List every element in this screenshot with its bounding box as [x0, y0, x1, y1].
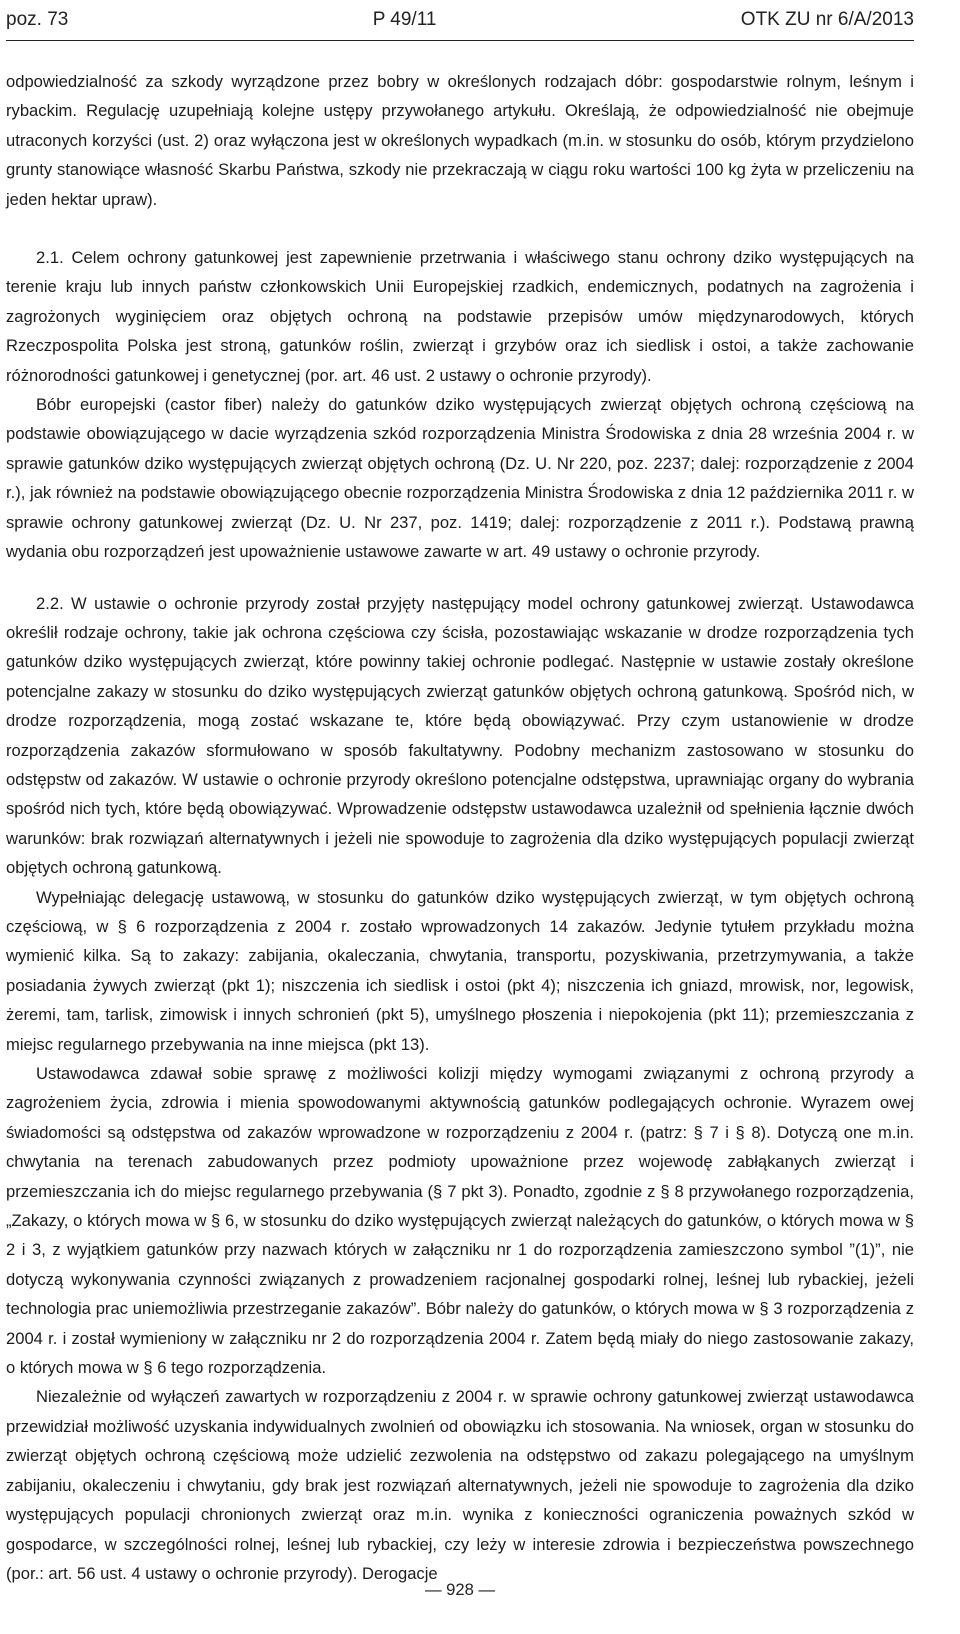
paragraph: Wypełniając delegację ustawową, w stosunku do gatunków dziko występujących zwierząt, w tym objętych ochroną częściową, w § 6 rozporządzenia z 2004 r. zostało wprowadzonych 14 zakazów. Jedynie tytułem przykładu można wymienić kilka. Są to zakazy: zabijania, okaleczania, chwytania, transportu, pozyskiwania, przetrzymywania, a także posiadania żywych zwierząt (pkt 1); niszczenia ich siedlisk i ostoi (pkt 4); niszczenia ich gniazd, mrowisk, nor, legowisk, żeremi, tam, tarlisk, zimowisk i innych schronień (pkt 5), umyślnego płoszenia i niepokojenia (pkt 11); przemieszczania z miejsc regularnego przebywania na inne miejsca (pkt 13).	[6, 887, 914, 1054]
paragraph: Niezależnie od wyłączeń zawartych w rozporządzeniu z 2004 r. w sprawie ochrony gatunkowej zwierząt ustawodawca przewidział możliwość uzyskania indywidualnych zwolnień od obowiązku ich stosowania. Na wniosek, organ w stosunku do zwierząt objętych ochroną częściową może udzielić zezwolenia na odstępstwo od zakazu polegającego na umyślnym zabijaniu, okaleczeniu i chwytaniu, gdy brak jest rozwiązań alternatywnych, jeżeli nie spowoduje to zagrożenia dla dziko występujących populacji chronionych zwierząt oraz m.in. wynika z konieczności ograniczenia poważnych szkód w gospodarce, w szczególności rolnej, leśnej lub rybackiej, czy leży w interesie zdrowia i bezpieczeństwa powszechnego (por.: art. 56 ust. 4 ustawy o ochronie przyrody). Derogacje	[6, 1387, 914, 1583]
running-header	[6, 0, 914, 41]
header-position: poz. 73	[6, 9, 69, 30]
paragraph: Ustawodawca zdawał sobie sprawę z możliwości kolizji między wymogami związanymi z ochroną przyrody a zagrożeniem życia, zdrowia i mienia spowodowanymi aktywnością gatunków podlegających ochronie. Wyrazem owej świadomości są odstępstwa od zakazów wprowadzone w rozporządzeniu z 2004 r. (patrz: § 7 i § 8). Dotyczą one m.in. chwytania na terenach zabudowanych przez podmioty upoważnione przez wojewodę zabłąkanych zwierząt i przemieszczania ich do miejsc regularnego przebywania (§ 7 pkt 3). Ponadto, zgodnie z § 8 przywołanego rozporządzenia, „Zakazy, o których mowa w § 6, w stosunku do dziko występujących zwierząt należących do gatunków, o których mowa w § 2 i 3, z wyjątkiem gatunków przy nazwach których w załączniku nr 1 do rozporządzenia zamieszczono symbol ”(1)”, nie dotyczą wykonywania czynności związanych z prowadzeniem racjonalnej gospodarki rolnej, leśnej lub rybackiej, jeżeli technologia prac uniemożliwia przestrzeganie zakazów”. Bóbr należy do gatunków, o których mowa w § 3 rozporządzenia z 2004 r. i został wymieniony w załączniku nr 2 do rozporządzenia 2004 r. Zatem będą miały do niego zastosowanie zakazy, o których mowa w § 6 tego rozporządzenia.	[6, 1064, 914, 1378]
paragraph: odpowiedzialność za szkody wyrządzone przez bobry w określonych rodzajach dóbr: gospodarstwie rolnym, leśnym i rybackim. Regulację uzupełniają kolejne ustępy przywołanego artykułu. Określają, że odpowiedzialność nie obejmuje utraconych korzyści (ust. 2) oraz wyłączona jest w określonych wypadkach (m.in. w stosunku do osób, którym przydzielono grunty stanowiące własność Skarbu Państwa, szkody nie przekraczają w ciągu roku wartości 100 kg żyta w przeliczeniu na jeden hektar upraw).	[6, 72, 914, 209]
header-journal-reference: OTK ZU nr 6/A/2013	[740, 9, 914, 30]
header-case-number: P 49/11	[372, 9, 437, 30]
document-body	[6, 67, 914, 1588]
paragraph: 2.1. Celem ochrony gatunkowej jest zapewnienie przetrwania i właściwego stanu ochrony dziko występujących na terenie kraju lub innych państw członkowskich Unii Europejskiej rzadkich, endemicznych, podatnych na zagrożenia i zagrożonych wyginięciem oraz objętych ochroną na podstawie przepisów umów międzynarodowych, których Rzeczpospolita Polska jest stroną, gatunków roślin, zwierząt i grzybów oraz ich siedlisk i ostoi, a także zachowanie różnorodności gatunkowej i genetycznej (por. art. 46 ust. 2 ustawy o ochronie przyrody).	[6, 248, 914, 385]
paragraph: Bóbr europejski (castor fiber) należy do gatunków dziko występujących zwierząt objętych ochroną częściową na podstawie obowiązującego w dacie wyrządzenia szkód rozporządzenia Ministra Środowiska z dnia 28 września 2004 r. w sprawie gatunków dziko występujących zwierząt objętych ochroną (Dz. U. Nr 220, poz. 2237; dalej: rozporządzenie z 2004 r.), jak również na podstawie obowiązującego obecnie rozporządzenia Ministra Środowiska z dnia 12 października 2011 r. w sprawie ochrony gatunkowej zwierząt (Dz. U. Nr 237, poz. 1419; dalej: rozporządzenie z 2011 r.). Podstawą prawną wydania obu rozporządzeń jest upoważnienie ustawowe zawarte w art. 49 ustawy o ochronie przyrody.	[6, 395, 914, 562]
paragraph: 2.2. W ustawie o ochronie przyrody został przyjęty następujący model ochrony gatunkowej zwierząt. Ustawodawca określił rodzaje ochrony, takie jak ochrona częściowa czy ścisła, pozostawiając wskazanie w drodze rozporządzenia tych gatunków dziko występujących zwierząt, które powinny takiej ochronie podlegać. Następnie w ustawie zostały określone potencjalne zakazy w stosunku do dziko występujących zwierząt gatunków objętych ochroną gatunkową. Spośród nich, w drodze rozporządzenia, mogą zostać wskazane te, które będą obowiązywać. Przy czym ustanowienie w drodze rozporządzenia zakazów sformułowano w sposób fakultatywny. Podobny mechanizm zastosowano w stosunku do odstępstw od zakazów. W ustawie o ochronie przyrody określono potencjalne odstępstwa, uprawniając organy do wybrania spośród nich tych, które będą obowiązywać. Wprowadzenie odstępstw ustawodawca uzależnił od spełnienia łącznie dwóch warunków: brak rozwiązań alternatywnych i jeżeli nie spowoduje to zagrożenia dla dziko występujących populacji zwierząt objętych ochroną gatunkową.	[6, 593, 914, 878]
page-number: — 928 —	[424, 1580, 496, 1599]
